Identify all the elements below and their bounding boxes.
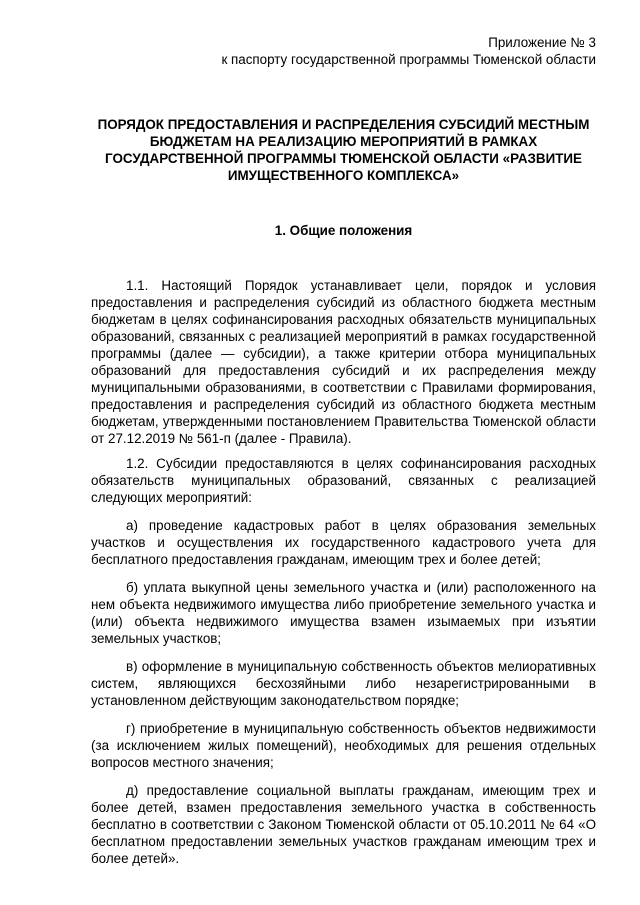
list-item-d: д) предоставление социальной выплаты гражданам, имеющим трех и более детей, взамен предоставления земельного участка в собственность бесплатно в соответствии с Законом Тюменской области от 05.10.2011 № 64 «О бесплатном предоставлении земельных участков гражданам имеющим трех и более детей».	[91, 783, 596, 866]
list-item-v: в) оформление в муниципальную собственность объектов мелиоративных систем, являющихся бесхозяйными либо незарегистрированными в установленном действующим законодательством порядке;	[91, 659, 596, 708]
paragraph-1-1: 1.1. Настоящий Порядок устанавливает цели, порядок и условия предоставления и распределения субсидий из областного бюджета местным бюджетам в целях софинансирования расходных обязательств муниципальных образований, связанных с реализацией мероприятий в рамках государственной программы (далее — субсидии), а также критерии отбора муниципальных образований для предоставления субсидий и их распределения между муниципальными образованиями, в соответствии с Правилами формирования, предоставления и распределения субсидий из областного бюджета местным бюджетам, утвержденными постановлением Правительства Тюменской области от 27.12.2019 № 561-п (далее - Правила).	[91, 278, 596, 446]
list-item-g: г) приобретение в муниципальную собственность объектов недвижимости (за исключением жилых помещений), необходимых для решения отдельных вопросов местного значения;	[91, 721, 596, 770]
document-body	[91, 277, 596, 867]
list-item-b: б) уплата выкупной цены земельного участка и (или) расположенного на нем объекта недвижимого имущества либо приобретение земельного участка и (или) объекта недвижимого имущества взамен изымаемых при изъятии земельных участков;	[91, 580, 596, 646]
paragraph-1-2: 1.2. Субсидии предоставляются в целях софинансирования расходных обязательств муниципальных образований, связанных с реализацией следующих мероприятий:	[91, 456, 596, 505]
section-heading: 1. Общие положения	[274, 223, 413, 238]
appendix-number: Приложение № 3	[488, 35, 596, 50]
list-item-a: а) проведение кадастровых работ в целях образования земельных участков и осуществления их государственного кадастрового учета для бесплатного предоставления гражданам, имеющим трех и более детей;	[91, 518, 596, 567]
document-page	[91, 34, 596, 867]
appendix-reference: к паспорту государственной программы Тюменской области	[221, 52, 596, 67]
document-title: ПОРЯДОК ПРЕДОСТАВЛЕНИЯ И РАСПРЕДЕЛЕНИЯ СУБСИДИЙ МЕСТНЫМ БЮДЖЕТАМ НА РЕАЛИЗАЦИЮ МЕРОПРИЯТИЙ В РАМКАХ ГОСУДАРСТВЕННОЙ ПРОГРАММЫ ТЮМЕНСКОЙ ОБЛАСТИ «РАЗВИТИЕ ИМУЩЕСТВЕННОГО КОМПЛЕКСА»	[97, 117, 590, 183]
appendix-block	[91, 34, 596, 68]
